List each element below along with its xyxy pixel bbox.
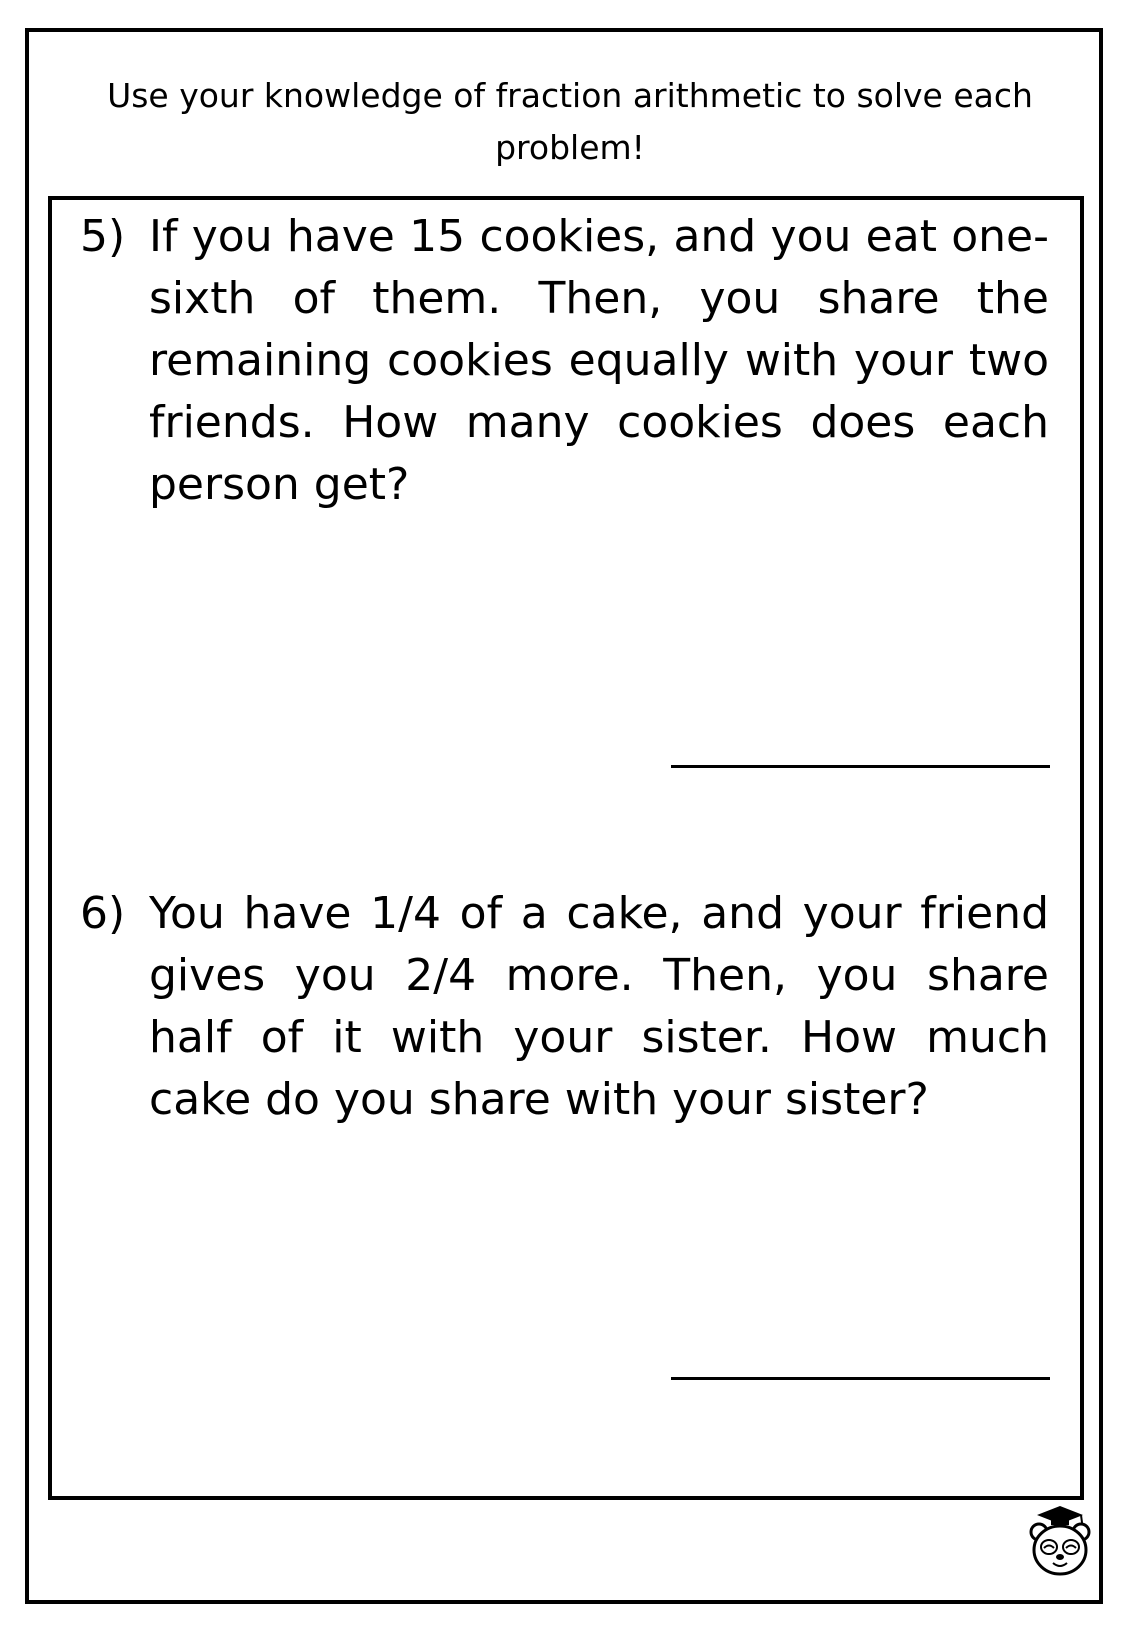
answer-line-5[interactable] <box>671 765 1050 768</box>
instructions-text: Use your knowledge of fraction arithmetic to solve each problem! <box>107 76 1033 167</box>
problem-text: If you have 15 cookies, and you eat one-sixth of them. Then, you share the remaining cookies equally with your two friends. How many cookies does each person get? <box>149 211 1049 510</box>
answer-line-6[interactable] <box>671 1377 1050 1380</box>
problem-text: You have 1/4 of a cake, and your friend gives you 2/4 more. Then, you share half of it with your sister. How much cake do you share with your sister? <box>149 888 1049 1125</box>
problem-number: 5) <box>80 211 126 262</box>
graduate-bear-icon <box>1025 1500 1095 1580</box>
problem-number: 6) <box>80 888 126 939</box>
